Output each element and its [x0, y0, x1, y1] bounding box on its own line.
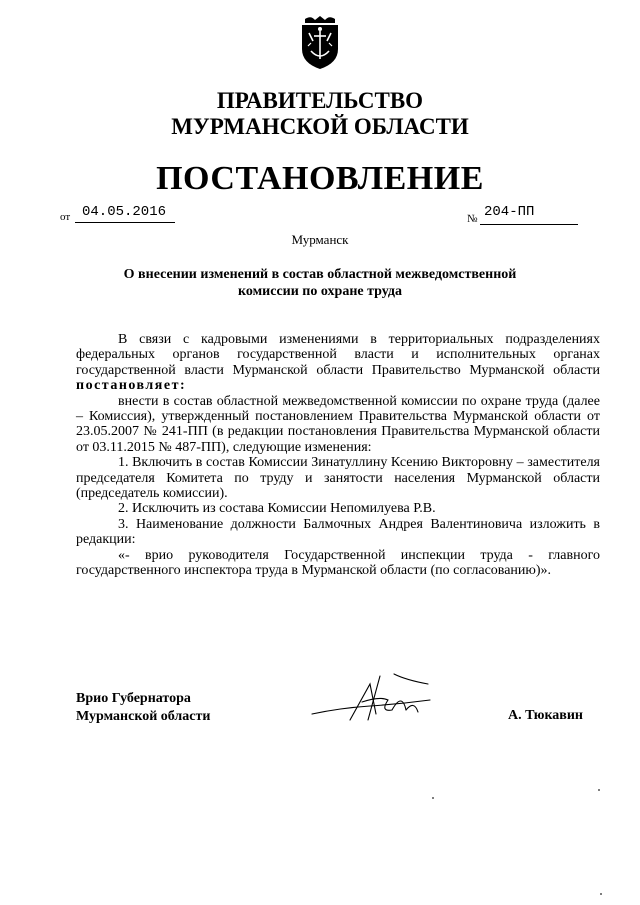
- subject-line2: комиссии по охране труда: [238, 284, 402, 299]
- paragraph-amendment: внести в состав областной межведомственной комиссии по охране труда (далее – Комиссия), утвержденный постановлением Правительства Мурманской области от 23.05.2007 № 241-ПП (в редакции постановления Правительства Мурманской области от 03.11.2015 № 487-ПП), следующие изменения:: [76, 393, 600, 455]
- signatory-name: А. Тюкавин: [508, 708, 583, 723]
- list-item-1: 1. Включить в состав Комиссии Зинатуллину Ксению Викторовну – заместителя председателя Комитета по труду и занятости населения Мурманской области (председатель комиссии).: [76, 455, 600, 502]
- document-date: 04.05.2016: [82, 204, 167, 220]
- paragraph-preamble: [76, 332, 600, 394]
- scan-speck: [600, 893, 602, 895]
- resolution-keyword: постановляет:: [76, 378, 187, 394]
- preamble-text: В связи с кадровыми изменениями в территориальных подразделениях федеральных органов государственной власти и исполнительных органах государственной власти Мурманской области Правительство Мурманской области: [76, 332, 600, 378]
- date-prefix: от: [60, 211, 71, 223]
- coat-of-arms-icon: [299, 15, 341, 70]
- subject-line1: О внесении изменений в состав областной межведомственной: [123, 267, 517, 282]
- scan-speck: [432, 797, 434, 799]
- city-label: Мурманск: [291, 232, 349, 247]
- list-item-2: 2. Исключить из состава Комиссии Непомилуева Р.В.: [118, 501, 436, 517]
- signatory-title: [76, 690, 210, 726]
- document-subject: [90, 266, 550, 300]
- document-type-title: ПОСТАНОВЛЕНИЕ: [156, 160, 484, 197]
- document-body: [76, 332, 600, 579]
- org-name-line1: ПРАВИТЕЛЬСТВО: [216, 88, 424, 113]
- signatory-title-line1: Врио Губернатора: [76, 691, 191, 706]
- document-number: 204-ПП: [484, 204, 535, 220]
- number-prefix: №: [467, 213, 478, 225]
- list-item-3: 3. Наименование должности Балмочных Андрея Валентиновича изложить в редакции:: [76, 516, 600, 548]
- handwritten-signature: [310, 670, 440, 730]
- signatory-title-line2: Мурманской области: [76, 709, 211, 724]
- quoted-position: «- врио руководителя Государственной инспекции труда - главного государственного инспектора труда в Мурманской области (по согласованию)».: [76, 547, 600, 579]
- org-name-line2: МУРМАНСКОЙ ОБЛАСТИ: [171, 114, 469, 139]
- scan-speck: [598, 789, 600, 791]
